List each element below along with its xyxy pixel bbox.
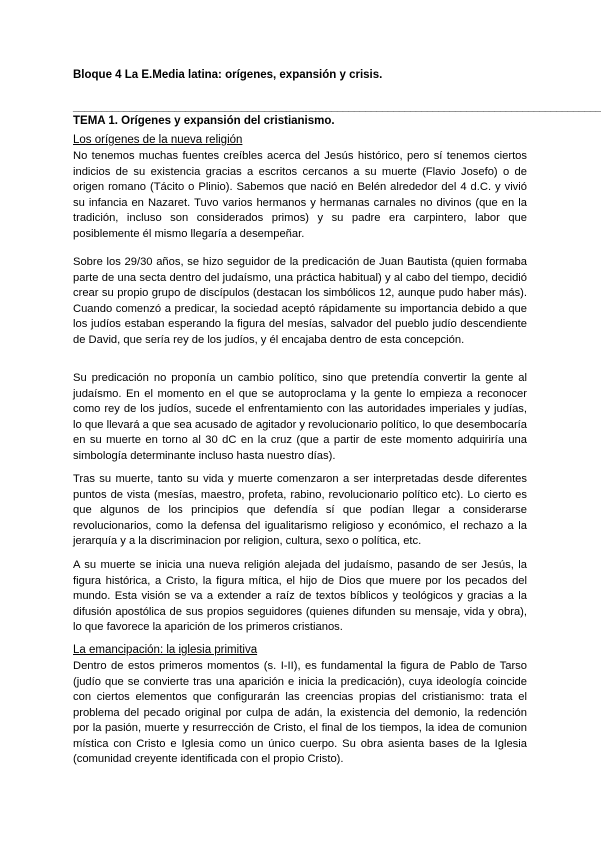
paragraph-3: Su predicación no proponía un cambio político, sino que pretendía convertir la gente al judaísmo. En el momento en el que se autoproclama y la gente lo empieza a reconocer como rey de los judíos, sucede el enfrentamiento con las autoridades imperiales y judías, lo que llevará a que sea acusado de agitador y revolucionario político, lo que desembocaría en su muerte en torno al 30 dC en la cruz (que a partir de este momento adquiriría una simbología determinante incluso hasta nuestro días). — [73, 372, 528, 462]
paragraph-6: Dentro de estos primeros momentos (s. I-II), es fundamental la figura de Pablo de Tarso (judío que se convierte tras una aparición e inicia la predicación), cuya ideología coincide con ciertos elementos que configurarán las creencias propias del cristianismo: trata el problema del pecado original por culpa de adán, la existencia del demonio, la redención por la pasión, muerte y resurrección de Cristo, el final de los tiempos, la idea de comunion mística con Cristo e Iglesia como un único cuerpo. Su obra asienta bases de la Iglesia (comunidad creyente identificada con el propio Cristo). — [73, 660, 527, 765]
section-heading-origins: Los orígenes de la nueva religión — [73, 134, 243, 146]
paragraph-4: Tras su muerte, tanto su vida y muerte comenzaron a ser interpretadas desde diferentes puntos de vista (mesías, maestro, profeta, rabino, revolucionario político etc). Lo cierto es que algunos de los principios que defendía sí que podían llegar a considerarse revolucionarios, como la defensa del igualitarismo religioso y económico, el rechazo a la jerarquía y a la discriminacion por religion, cultura, sexo o política, etc. — [73, 473, 527, 547]
section-heading-emancipation: La emancipación: la iglesia primitiva — [73, 644, 258, 656]
horizontal-rule: ______________________________________________________________________________________________ — [73, 101, 601, 113]
paragraph-5: A su muerte se inicia una nueva religión alejada del judaísmo, pasando de ser Jesús, la figura histórica, a Cristo, la figura mítica, el hijo de Dios que muere por los pecados del mundo. Esta visión se va a extender a raíz de textos bíblicos y teológicos y gracias a la difusión apostólica de sus propios seguidores (quienes difunden su mensaje, vida y obra), lo que favorece la aparición de los primeros cristianos. — [73, 559, 527, 633]
topic-heading: TEMA 1. Orígenes y expansión del cristianismo. — [73, 115, 335, 127]
paragraph-1: No tenemos muchas fuentes creíbles acerca del Jesús histórico, pero sí tenemos ciertos indicios de su existencia gracias a escritos cercanos a su muerte (Flavio Josefo) o de origen romano (Tácito o Plinio). Sabemos que nació en Belén alrededor del 4 d.C. y vivió su infancia en Nazaret. Tuvo varios hermanos y hermanas carnales no divinos (que en la tradición, incluso son considerados primos) y su padre era carpintero, labor que posiblemente él mismo llegaría a desempeñar. — [73, 150, 527, 240]
paragraph-2: Sobre los 29/30 años, se hizo seguidor de la predicación de Juan Bautista (quien formaba parte de una secta dentro del judaísmo, una práctica habitual) y al cabo del tiempo, decidió crear su propio grupo de discípulos (destacan los simbólicos 12, aunque pudo haber más). Cuando comenzó a predicar, la sociedad aceptó rápidamente su importancia debido a que los judíos estaban esperando la figura del mesías, salvador del pueblo judío descendiente de David, que sería rey de los judíos, y él encajaba dentro de esta concepción. — [73, 256, 527, 346]
document-title: Bloque 4 La E.Media latina: orígenes, expansión y crisis. — [73, 69, 383, 81]
